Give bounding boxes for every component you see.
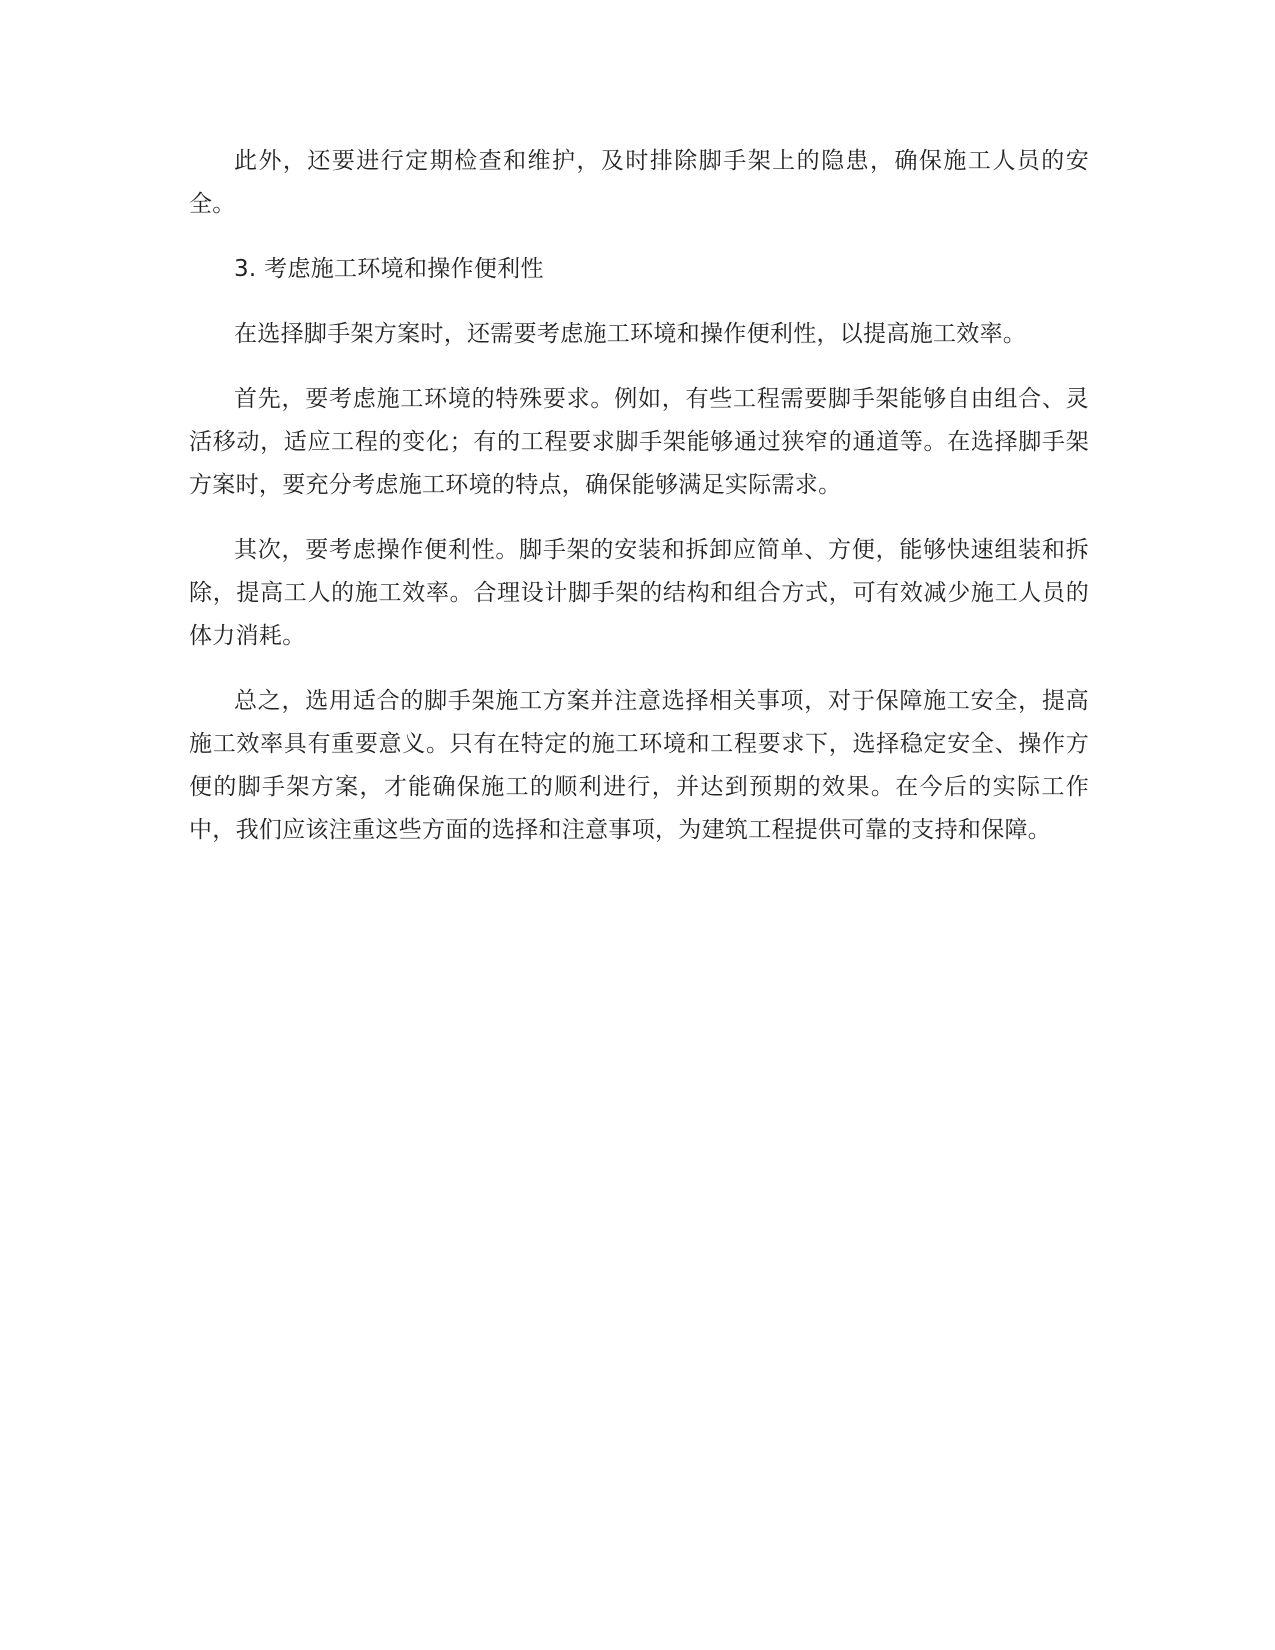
paragraph-environment-intro: 在选择脚手架方案时，还需要考虑施工环境和操作便利性，以提高施工效率。 — [234, 321, 1027, 347]
paragraph-environment-requirements: 首先，要考虑施工环境的特殊要求。例如，有些工程需要脚手架能够自由组合、灵活移动，适应工程的变化；有的工程要求脚手架能够通过狭窄的通道等。在选择脚手架方案时，要充分考虑施工环境的特点，确保能够满足实际需求。 — [189, 386, 1089, 498]
paragraph-operation-convenience: 其次，要考虑操作便利性。脚手架的安装和拆卸应简单、方便，能够快速组装和拆除，提高工人的施工效率。合理设计脚手架的结构和组合方式，可有效减少施工人员的体力消耗。 — [189, 537, 1089, 649]
section-heading-environment-convenience: 3. 考虑施工环境和操作便利性 — [234, 256, 544, 282]
document-body — [189, 140, 1089, 874]
paragraph-inspection-maintenance: 此外，还要进行定期检查和维护，及时排除脚手架上的隐患，确保施工人员的安全。 — [189, 148, 1089, 217]
paragraph-conclusion: 总之，选用适合的脚手架施工方案并注意选择相关事项，对于保障施工安全，提高施工效率具有重要意义。只有在特定的施工环境和工程要求下，选择稳定安全、操作方便的脚手架方案，才能确保施工的顺利进行，并达到预期的效果。在今后的实际工作中，我们应该注重这些方面的选择和注意事项，为建筑工程提供可靠的支持和保障。 — [189, 688, 1089, 843]
